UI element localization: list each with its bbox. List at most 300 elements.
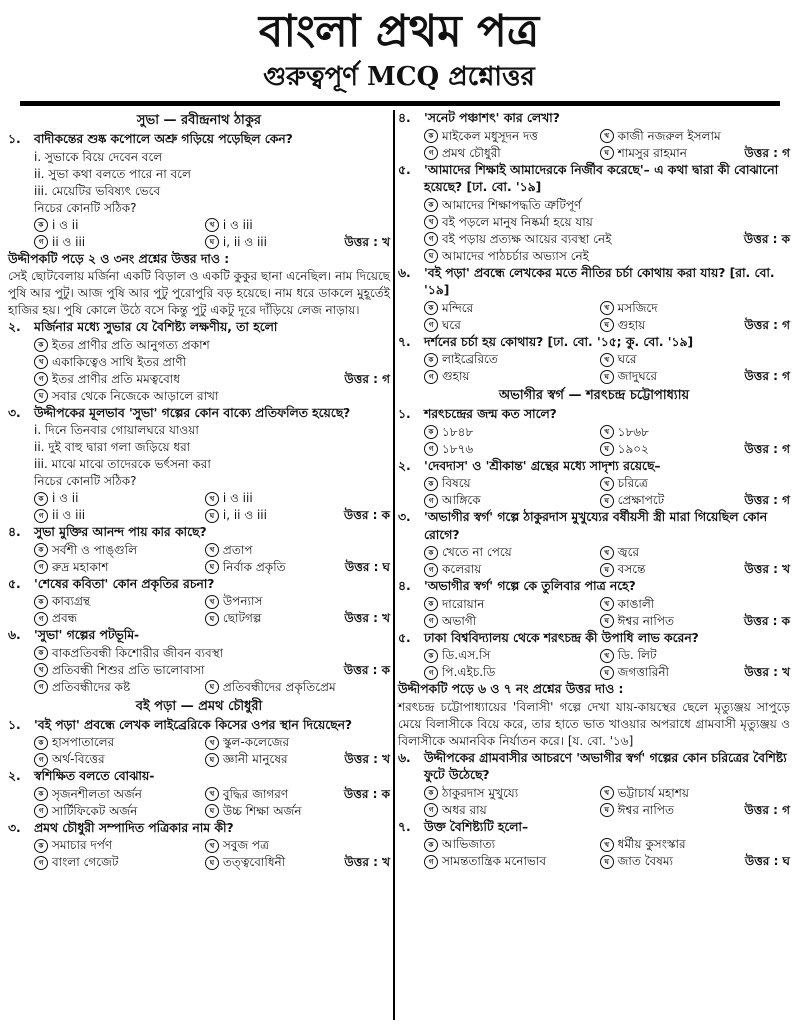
option-text: অধর রায় (442, 802, 487, 817)
options-row (398, 424, 790, 441)
option-text: ১৮৭৬ (442, 441, 474, 456)
option (205, 837, 312, 854)
section-heading: সুভা — রবীন্দ্রনাথ ঠাকুর (136, 113, 262, 128)
question (398, 578, 790, 596)
question-text: 'আমাদের শিক্ষাই আমাদেরকে নির্জীব করেছে'– এ কথা দ্বারা কী বোঝানো হয়েছে? [ঢা. বো. '১৯] (424, 162, 779, 194)
answer-label (312, 645, 390, 662)
question-number: ২. (8, 769, 21, 783)
options-row (8, 662, 390, 679)
option-text: বুদ্ধির জাগরণ (222, 786, 289, 801)
option-text: উচ্চ শিক্ষা অর্জন (222, 803, 302, 818)
option-marker: ঘ (205, 560, 219, 574)
options-row (8, 803, 390, 820)
question (8, 405, 390, 423)
answer-label: উত্তর : ঘ (344, 559, 390, 574)
option-text: বই পড়লে মানুষ নিষ্কর্মা হয়ে যায় (442, 214, 593, 229)
answer-label (312, 388, 390, 405)
question (398, 162, 790, 197)
option-text: শামসুর রাহমান (617, 145, 687, 160)
question-text: 'দেবদাস' ও 'শ্রীকান্ত' গ্রন্থের মধ্যে সাদৃশ্য রয়েছে– (424, 458, 661, 473)
option-marker: ক (34, 839, 48, 853)
answer-label (312, 337, 390, 354)
option-marker: ঘ (205, 753, 219, 767)
statement-line: i. দিনে তিনবার গোয়ালঘরে যাওয়া (34, 423, 199, 437)
option (424, 214, 709, 231)
options-row (8, 371, 390, 388)
option-text: বাংলা গেজেট (52, 855, 119, 869)
option (34, 751, 205, 768)
option-text: কাঙালী (617, 596, 655, 611)
option-marker: খ (600, 546, 614, 560)
option (424, 544, 600, 561)
option-marker: গ (34, 560, 48, 574)
question-text: বাদীকন্তের শুষ্ক কপোলে অশ্রু গড়িয়ে পড়েছিল কেন? (34, 132, 293, 146)
option (205, 786, 312, 803)
option (600, 128, 721, 145)
option-text: খেতে না পেয়ে (442, 545, 512, 559)
option (600, 785, 710, 802)
option (424, 351, 600, 368)
option-text: ভট্টাচার্য মহাশয় (617, 785, 689, 800)
option (205, 593, 312, 610)
option (424, 802, 600, 819)
question-text: ঢাকা বিশ্ববিদ্যালয় থেকে শরৎচন্দ্র কী উপাধি লাভ করেন? (424, 630, 699, 645)
option-text: সামন্ততান্ত্রিক মনোভাব (442, 854, 547, 868)
option-text: স্কুল-কলেজের (222, 735, 290, 749)
answer-label: উত্তর : খ (344, 611, 390, 625)
option (34, 662, 312, 679)
option-text: ১৮৬৮ (617, 424, 649, 439)
option-text: i ও iii (222, 491, 253, 505)
option-text: জ্বরে (617, 545, 640, 559)
option-text: কলেরায় (442, 562, 482, 576)
option (424, 424, 600, 441)
option-marker: ক (34, 218, 48, 232)
option (600, 317, 710, 334)
option-marker: গ (424, 494, 438, 508)
option (424, 853, 600, 870)
answer-label (709, 197, 790, 214)
options-row (8, 837, 390, 854)
option (600, 853, 710, 870)
answer-label (709, 647, 790, 664)
question-number: ৫. (398, 630, 411, 645)
option-marker: ক (424, 301, 438, 315)
option-text: প্রমথ চৌধুরী (442, 145, 501, 160)
option-marker: ক (34, 736, 48, 750)
option-marker: গ (34, 856, 48, 870)
option-marker: ক (34, 787, 48, 801)
option-marker: ক (424, 198, 438, 212)
answer-label: উত্তর : গ (744, 145, 790, 160)
option-text: ডি. লিট (617, 648, 657, 662)
option (205, 854, 312, 871)
option-marker: ক (424, 425, 438, 439)
answer-label: উত্তর : খ (744, 562, 790, 576)
option-marker: গ (34, 680, 48, 694)
option-text: ঈশ্বর নাপিত (617, 802, 674, 817)
option (205, 507, 312, 524)
options-row (398, 836, 790, 853)
option (34, 337, 312, 354)
answer-label (312, 217, 390, 234)
options-row (398, 596, 790, 613)
option-marker: খ (600, 353, 614, 367)
option (34, 490, 205, 507)
answer-label (709, 128, 790, 145)
options-row (8, 593, 390, 610)
option-marker: ঘ (600, 494, 614, 508)
option-text: ১৮৪৮ (442, 424, 474, 439)
option (205, 234, 312, 251)
option-marker: খ (205, 736, 219, 750)
statement-line: ii. দুই বাহু দ্বারা গলা জড়িয়ে ধরা (34, 440, 191, 454)
question-number: ৬. (398, 265, 411, 280)
answer-label (312, 490, 390, 507)
answer-label (709, 424, 790, 441)
option (34, 837, 205, 854)
answer-label (312, 734, 390, 751)
option-marker: ঘ (600, 370, 614, 384)
option-marker: খ (34, 355, 48, 369)
option-marker: গ (34, 804, 48, 818)
option (424, 317, 600, 334)
option-marker: ঘ (34, 389, 48, 403)
answer-label: উত্তর : খ (744, 665, 790, 679)
option (34, 645, 312, 662)
question-text: 'বই পড়া' প্রবন্ধে লেখকের মতে নীতির চর্চা কোথায় করা যায়? [রা. বো. '১৯] (424, 265, 775, 297)
option-marker: ক (34, 338, 48, 352)
option (205, 490, 312, 507)
options-row (398, 561, 790, 578)
option-text: মন্দিরে (442, 300, 474, 315)
statement-line: iii. মাঝে মাঝে তাদেরকে ভর্ৎসনা করা (34, 457, 211, 471)
answer-label (709, 351, 790, 368)
option (600, 441, 710, 458)
option-text: i, ii ও iii (222, 234, 267, 249)
answer-label: উত্তর : গ (744, 369, 790, 383)
answer-label (709, 475, 790, 492)
option-text: চরিত্রে (617, 476, 648, 490)
question-number: ৩. (398, 510, 411, 524)
option (424, 475, 600, 492)
option-text: ধর্মীয় কুসংস্কার (617, 837, 686, 851)
answer-label (709, 248, 790, 265)
option-text: গুহায় (617, 317, 646, 332)
option-text: কাব্যগ্রন্থ (52, 594, 91, 608)
option-marker: ক (424, 477, 438, 491)
options-row (398, 802, 790, 819)
option-text: ঈশ্বর নাপিত (617, 613, 674, 628)
question-text: উদ্দীপকের মূলভাব 'সুভা' গল্পের কোন বাক্যে প্রতিফলিত হয়েছে? (34, 405, 351, 420)
option-marker: ঘ (424, 249, 438, 263)
question-text: 'সুভা' গল্পের পটভূমি- (34, 628, 140, 642)
options-row (8, 786, 390, 803)
question-text: শরৎচন্দ্রের জন্ম কত সালে? (424, 407, 557, 421)
option-text: ঠাকুরদাস মুখুয্যে (442, 785, 519, 800)
option-marker: ঘ (205, 235, 219, 249)
option-text: সবার থেকে নিজেকে আড়ালে রাখা (52, 388, 219, 403)
option-text: ডি.এস.সি (442, 648, 491, 662)
option-marker: ঘ (600, 803, 614, 817)
options-row (398, 128, 790, 145)
options-row (8, 751, 390, 768)
question (8, 524, 390, 542)
options-row (8, 559, 390, 576)
option-marker: গ (34, 372, 48, 386)
question (8, 319, 390, 337)
option-marker: গ (424, 563, 438, 577)
option-text: প্রতিবন্ধীদের প্রকৃতিপ্রেম (222, 679, 336, 694)
options-row (398, 853, 790, 870)
statement-line: ii. সুভা কথা বলতে পারে না বলে (34, 166, 191, 181)
answer-label: উত্তর : খ (344, 752, 390, 766)
option-marker: ঘ (205, 804, 219, 818)
question-text: 'বই পড়া' প্রবন্ধে লেখক লাইব্রেরিকে কিসের ওপর স্থান দিয়েছেন? (34, 717, 353, 732)
option (34, 354, 312, 371)
question-number: ৫. (398, 162, 411, 177)
answer-label (709, 596, 790, 613)
option (600, 596, 710, 613)
option (424, 231, 709, 248)
option-text: i, ii ও iii (222, 508, 267, 522)
option-marker: খ (205, 595, 219, 609)
option (424, 836, 600, 853)
option-text: সার্টিফিকেট অর্জন (52, 803, 138, 818)
options-row (398, 544, 790, 561)
option-marker: ঘ (600, 614, 614, 628)
option-text: উপন্যাস (222, 594, 263, 608)
answer-label: উত্তর : ক (743, 613, 790, 628)
question-number: ৬. (398, 750, 411, 765)
option (600, 544, 710, 561)
option (34, 542, 205, 559)
options-row (398, 475, 790, 492)
option-text: প্রতিবন্ধী শিশুর প্রতি ভালোবাসা (52, 662, 205, 677)
options-row (398, 214, 790, 231)
answer-label (312, 679, 390, 696)
option-text: কাজী নজরুল ইসলাম (617, 128, 721, 143)
option (34, 388, 312, 405)
option (34, 679, 205, 696)
options-row (8, 388, 390, 405)
option-text: প্রতাপ (222, 542, 253, 557)
option-marker: খ (600, 477, 614, 491)
option-text: সর্বশী ও পাঙ্গুলি (52, 542, 138, 557)
question-number: ১. (8, 717, 21, 732)
option-text: জাদুঘরে (617, 369, 658, 383)
option (424, 248, 709, 265)
question-text: 'সনেট পঞ্চাশৎ' কার লেখা? (424, 111, 560, 125)
question (8, 717, 390, 735)
question (8, 820, 390, 838)
option-text: প্রতিবন্ধীদের কষ্ট (52, 679, 131, 694)
options-row (398, 441, 790, 458)
option-marker: খ (205, 787, 219, 801)
options-row (8, 542, 390, 559)
page-title: বাংলা প্রথম পত্র (258, 6, 540, 57)
answer-label: উত্তর : খ (344, 234, 390, 249)
question (398, 509, 790, 544)
question (8, 768, 390, 786)
right-column (398, 110, 790, 1018)
question-number: ৪. (398, 111, 411, 125)
question-number: ৪. (398, 579, 411, 593)
question-number: ৩. (8, 820, 21, 835)
option-text: ঘরে (617, 352, 637, 366)
option-marker: ক (424, 649, 438, 663)
option-marker: ঘ (600, 442, 614, 456)
option (600, 145, 710, 162)
options-row (8, 610, 390, 627)
question (398, 265, 790, 300)
question-text: স্বশিক্ষিত বলতে বোঝায়- (34, 769, 155, 783)
option (424, 441, 600, 458)
question (398, 110, 790, 128)
answer-label: উত্তর : ক (343, 508, 390, 522)
option-marker: গ (424, 803, 438, 817)
answer-label: উত্তর : গ (344, 371, 390, 386)
option (600, 836, 710, 853)
option-marker: খ (600, 786, 614, 800)
option-text: সমাচার দর্পণ (52, 838, 113, 852)
option (600, 561, 710, 578)
option-text: রুদ্র মহাকাশ (52, 559, 109, 574)
option (34, 854, 205, 871)
question (398, 630, 790, 648)
option (600, 613, 710, 630)
options-row (398, 351, 790, 368)
option-text: গুহায় (442, 369, 470, 383)
option-marker: খ (205, 218, 219, 232)
option (205, 610, 312, 627)
question (398, 458, 790, 476)
answer-label (709, 836, 790, 853)
stimulus-paragraph: সেই ছোটবেলায় মর্জিনা একটি বিড়াল ও একটি কুকুর ছানা এনেছিল। নাম দিয়েছে পুষি আর পুটু। আজ পুষি আর পুটু পুরোপুরি বড় হয়েছে। নাম ধরে ডাকলে মুহূর্তেই হাজির হয়। পুষি কোলে উঠে বসে কিন্তু পুটু একটু দূরে দাঁড়িয়ে লেজ নাড়ায়। (8, 269, 390, 317)
question-text: 'অভাগীর স্বর্গ' গল্পে কে তুলিবার পাত্র নহে? (424, 579, 636, 593)
question-number: ৬. (8, 628, 21, 642)
option-marker: ক (34, 595, 48, 609)
answer-label: উত্তর : গ (744, 802, 790, 817)
question-text: 'অভাগীর স্বর্গ' গল্পে ঠাকুরদাস মুখুয্যের বর্ষীয়সী স্ত্রী মারা গিয়েছিল কোন রোগে? (424, 510, 768, 542)
option-marker: ক (34, 543, 48, 557)
option-text: সবুজ পত্র (222, 838, 269, 852)
options-row (398, 785, 790, 802)
answer-label (312, 542, 390, 559)
options-row (8, 734, 390, 751)
option (600, 351, 710, 368)
option-text: ছোটগল্প (222, 611, 262, 625)
option-marker: খ (600, 425, 614, 439)
option-marker: গ (34, 753, 48, 767)
option (600, 300, 710, 317)
option-marker: ঘ (205, 612, 219, 626)
option (424, 145, 600, 162)
option-marker: ঘ (600, 146, 614, 160)
statement-line: iii. মেয়েটির ভবিষ্যৎ ভেবে (34, 183, 161, 198)
option (600, 664, 710, 681)
option-marker: গ (424, 146, 438, 160)
option (424, 197, 709, 214)
option (424, 128, 600, 145)
option-marker: ক (424, 597, 438, 611)
option (205, 803, 312, 820)
option-text: আমাদের পাঠচর্চার অভ্যাস নেই (442, 248, 589, 263)
option-text: সৃজনশীলতা অর্জন (52, 786, 142, 801)
option-text: ঘরে (442, 317, 461, 332)
question (8, 131, 390, 149)
option-marker: খ (205, 839, 219, 853)
option-text: জাত বৈষম্য (617, 854, 673, 868)
option-marker: গ (424, 442, 438, 456)
option (600, 368, 710, 385)
options-row (398, 300, 790, 317)
options-row (8, 507, 390, 524)
answer-label: উত্তর : ক (343, 662, 390, 677)
option-marker: ঘ (205, 856, 219, 870)
question-text: সুভা মুক্তির আনন্দ পায় কার কাছে? (34, 525, 207, 539)
option-text: নির্বাক প্রকৃতি (222, 559, 286, 574)
question-number: ২. (398, 458, 411, 473)
option-text: পি.এইচ.ডি (442, 665, 496, 679)
option-marker: ক (424, 786, 438, 800)
question (8, 576, 390, 594)
option (205, 542, 312, 559)
question-number: ১. (398, 407, 411, 421)
page-subtitle: গুরুত্বপূর্ণ MCQ প্রশ্নোত্তর (263, 62, 535, 92)
question-text: মর্জিনার মধ্যে সুভার যে বৈশিষ্ট্য লক্ষণীয়, তা হলো (34, 320, 278, 334)
options-row (8, 217, 390, 234)
question-text: উক্ত বৈশিষ্ট্যটি হলো– (424, 819, 529, 834)
question (398, 406, 790, 424)
option (34, 593, 205, 610)
options-row (398, 231, 790, 248)
option (600, 492, 710, 509)
question-text: 'শেষের কবিতা' কোন প্রকৃতির রচনা? (34, 576, 215, 591)
option-text: অর্থ-বিত্তের (52, 752, 105, 766)
question-number: ৫. (8, 576, 21, 591)
option-marker: গ (34, 509, 48, 523)
option-text: ইতর প্রাণীর প্রতি মমত্ববোধ (52, 371, 180, 386)
stimulus-paragraph: শরৎচন্দ্র চট্টোপাধ্যায়ের 'বিলাসী' গল্পে দেখা যায়-কায়স্থের ছেলে মৃত্যুঞ্জয় সাপুড়ে মেয়ে বিলাসীকে বিয়ে করে, তার হাতে ভাত খাওয়ার অপরাধে গ্রামবাসী মৃত্যুঞ্জয় ও বিলাসীকে অমানবিক নির্যাতন করে। [য. বো. '১৬] (398, 699, 790, 748)
option (34, 217, 205, 234)
option (424, 368, 600, 385)
options-row (8, 679, 390, 696)
option (205, 751, 312, 768)
option-marker: গ (424, 232, 438, 246)
answer-label: উত্তর : ক (343, 786, 390, 801)
option (424, 596, 600, 613)
option-text: অভাগী (442, 613, 477, 628)
option-text: ১৯০২ (617, 441, 649, 456)
option (424, 664, 600, 681)
option (424, 785, 600, 802)
section-heading: বই পড়া — প্রমথ চৌধুরী (135, 698, 263, 714)
option-marker: খ (600, 838, 614, 852)
option-marker: খ (600, 129, 614, 143)
option (34, 610, 205, 627)
option (205, 217, 312, 234)
option-text: বিষয়ে (442, 476, 471, 490)
options-row (398, 492, 790, 509)
header-rule (20, 101, 780, 106)
option-text: আভিজাত্য (442, 837, 496, 851)
options-row (8, 645, 390, 662)
option (34, 371, 312, 388)
answer-label (709, 300, 790, 317)
answer-label (312, 593, 390, 610)
question-text: দর্শনের চর্চা হয় কোথায়? [ঢা. বো. '১৫; কু. বো. '১৯] (424, 334, 694, 349)
